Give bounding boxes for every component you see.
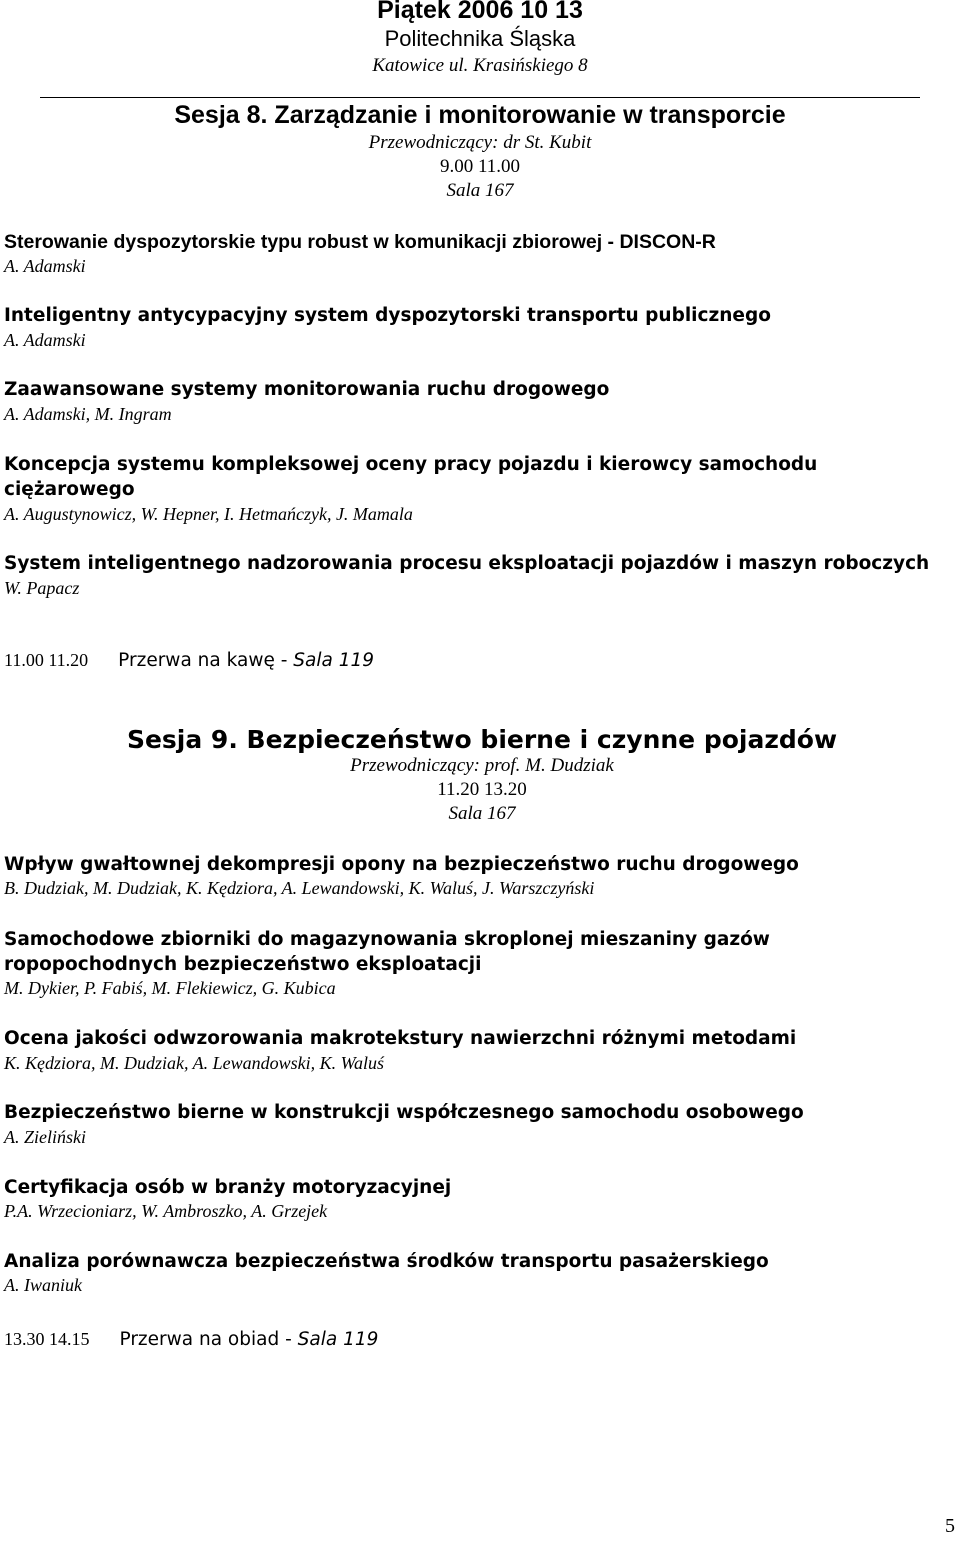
talk-title: Analiza porównawcza bezpieczeństwa środków transportu pasażerskiego [4, 1251, 769, 1272]
header-divider [40, 97, 920, 98]
talk-authors: A. Adamski [4, 330, 86, 350]
address: Katowice ul. Krasińskiego 8 [372, 55, 588, 76]
session-8-chair: Przewodniczący: dr St. Kubit [368, 132, 592, 153]
talk-title: Samochodowe zbiorniki do magazynowania skroplonej mieszaniny gazów [4, 929, 770, 950]
break-time: 11.00 11.20 [4, 650, 89, 670]
talk-authors: B. Dudziak, M. Dudziak, K. Kędziora, A. Lewandowski, K. Waluś, J. Warszczyński [4, 878, 595, 898]
talk-authors: A. Adamski, M. Ingram [4, 404, 172, 424]
talk-title: Wpływ gwałtownej dekompresji opony na bezpieczeństwo ruchu drogowego [4, 854, 799, 875]
coffee-break [4, 650, 374, 672]
talk-authors: K. Kędziora, M. Dudziak, A. Lewandowski, K. Waluś [4, 1053, 385, 1073]
talk-authors: W. Papacz [4, 578, 80, 598]
session-9-chair: Przewodniczący: prof. M. Dudziak [350, 755, 614, 776]
break-time: 13.30 14.15 [4, 1329, 90, 1349]
break-label: Przerwa na obiad - [119, 1329, 298, 1350]
talk-title: Koncepcja systemu kompleksowej oceny pracy pojazdu i kierowcy samochodu [4, 454, 818, 475]
talk-authors: A. Zieliński [4, 1127, 86, 1147]
session-9-time: 11.20 13.20 [437, 779, 527, 800]
day-title: Piątek 2006 10 13 [377, 0, 583, 24]
talk-title: Ocena jakości odwzorowania makrotekstury nawierzchni różnymi metodami [4, 1028, 797, 1049]
talk-authors: M. Dykier, P. Fabiś, M. Flekiewicz, G. Kubica [4, 978, 336, 998]
break-label: Przerwa na kawę - [118, 650, 294, 671]
break-room: Sala 119 [297, 1329, 379, 1350]
talk-title-continued: ciężarowego [4, 479, 135, 500]
session-9-room: Sala 167 [448, 803, 516, 824]
talk-title: System inteligentnego nadzorowania procesu eksploatacji pojazdów i maszyn roboczych [4, 553, 930, 574]
venue: Politechnika Śląska [384, 26, 576, 51]
talk-title: Bezpieczeństwo bierne w konstrukcji współczesnego samochodu osobowego [4, 1102, 804, 1123]
talk-authors: A. Augustynowicz, W. Hepner, I. Hetmańczyk, J. Mamala [4, 504, 413, 524]
session-9-title: Sesja 9. Bezpieczeństwo bierne i czynne pojazdów [126, 725, 838, 754]
talk-authors: P.A. Wrzecioniarz, W. Ambroszko, A. Grzejek [4, 1201, 328, 1221]
talk-authors: A. Adamski [4, 256, 86, 276]
talk-authors: A. Iwaniuk [4, 1275, 82, 1295]
talk-title: Sterowanie dyspozytorskie typu robust w komunikacji zbiorowej - DISCON-R [4, 231, 716, 253]
lunch-break [4, 1329, 378, 1351]
session-8-title: Sesja 8. Zarządzanie i monitorowanie w transporcie [174, 101, 786, 129]
talk-title: Inteligentny antycypacyjny system dyspozytorski transportu publicznego [4, 305, 771, 326]
session-8-room: Sala 167 [446, 180, 514, 201]
talk-title: Zaawansowane systemy monitorowania ruchu drogowego [4, 379, 610, 400]
break-room: Sala 119 [293, 650, 375, 671]
session-8-time: 9.00 11.00 [439, 156, 521, 177]
page-number: 5 [945, 1515, 955, 1537]
talk-title: Certyfikacja osób w branży motoryzacyjnej [4, 1177, 452, 1198]
talk-title-continued: ropopochodnych bezpieczeństwo eksploatacji [4, 954, 482, 975]
